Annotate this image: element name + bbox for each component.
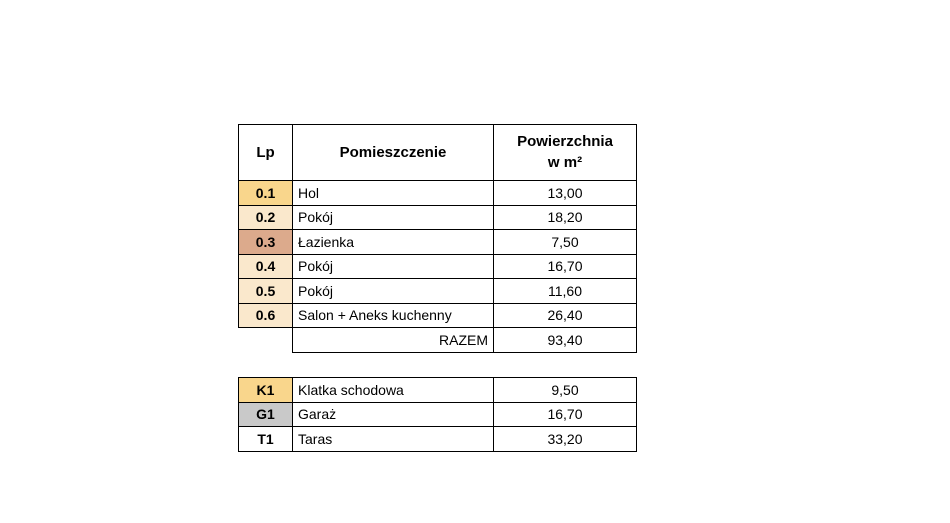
row-number: 0.3 [239,230,293,255]
row-number: K1 [239,378,293,403]
table-row [239,303,637,328]
room-name: Pokój [293,254,494,279]
space-area: 33,20 [494,427,637,452]
row-number: 0.5 [239,279,293,304]
room-name: Pokój [293,279,494,304]
room-area: 7,50 [494,230,637,255]
room-name: Łazienka [293,230,494,255]
room-name: Salon + Aneks kuchenny [293,303,494,328]
total-label: RAZEM [293,328,494,353]
space-name: Taras [293,427,494,452]
room-area: 11,60 [494,279,637,304]
rooms-table [238,124,637,353]
room-header: Pomieszczenie [293,125,494,181]
room-area: 26,40 [494,303,637,328]
table-row [239,254,637,279]
header-row [239,125,637,181]
extra-spaces-table [238,377,637,452]
table-row [239,402,637,427]
space-name: Garaż [293,402,494,427]
space-area: 16,70 [494,402,637,427]
room-area: 16,70 [494,254,637,279]
row-number: 0.6 [239,303,293,328]
row-number: 0.4 [239,254,293,279]
lp-header: Lp [239,125,293,181]
table-row [239,279,637,304]
row-number: 0.2 [239,205,293,230]
empty-cell [239,328,293,353]
room-name: Hol [293,181,494,206]
table-row [239,205,637,230]
row-number: T1 [239,427,293,452]
total-row [239,328,637,353]
area-header [494,125,637,181]
room-area: 18,20 [494,205,637,230]
area-header-line2: w m² [547,153,583,171]
table-row [239,230,637,255]
total-value: 93,40 [494,328,637,353]
space-area: 9,50 [494,378,637,403]
table-row [239,378,637,403]
room-area: 13,00 [494,181,637,206]
row-number: G1 [239,402,293,427]
space-name: Klatka schodowa [293,378,494,403]
table-row [239,181,637,206]
area-header-line1: Powierzchnia [517,133,613,151]
row-number: 0.1 [239,181,293,206]
room-name: Pokój [293,205,494,230]
table-row [239,427,637,452]
